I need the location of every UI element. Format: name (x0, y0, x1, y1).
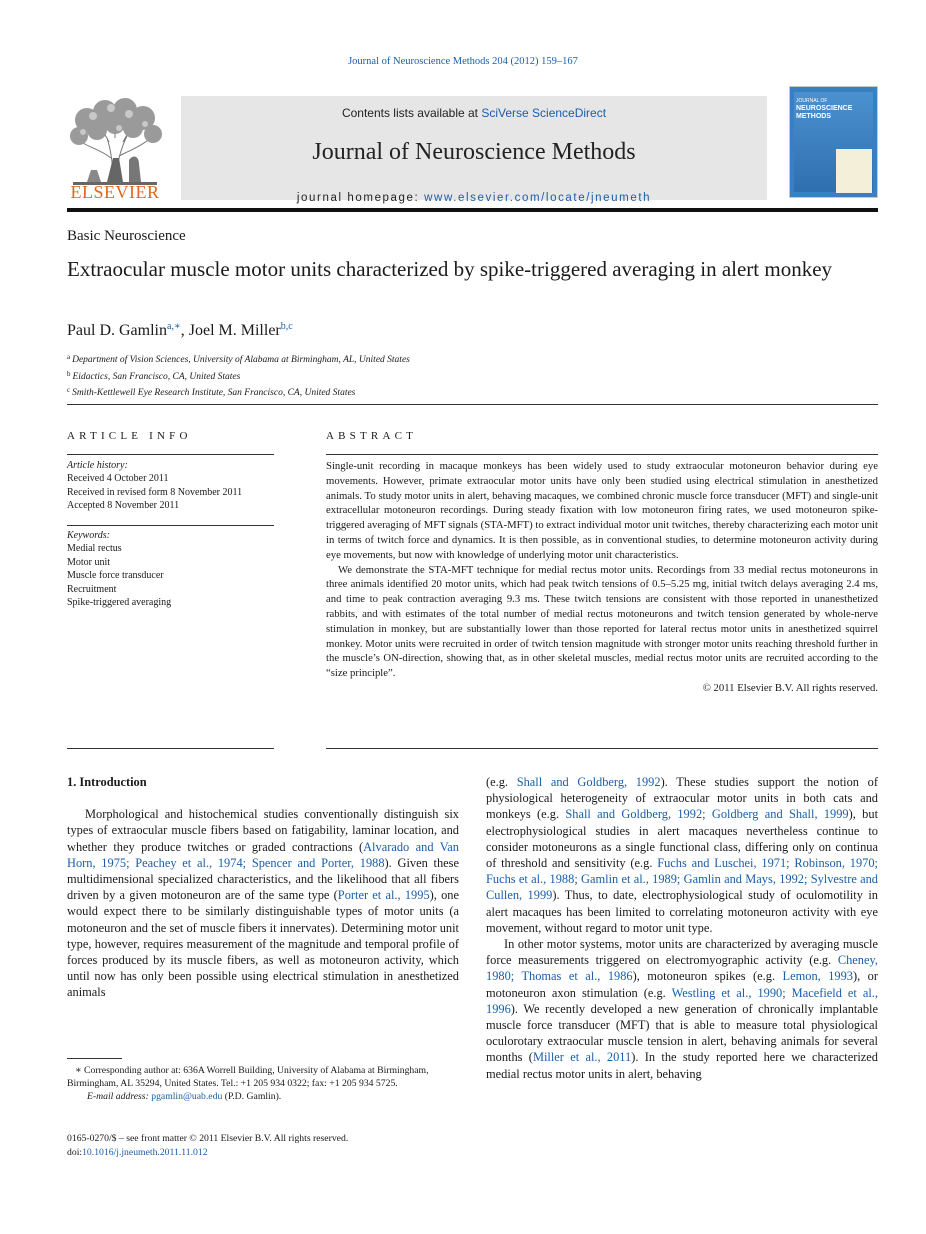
keyword: Medial rectus (67, 543, 122, 555)
issn-line: 0165-0270/$ – see front matter © 2011 Elsevier B.V. All rights reserved. (67, 1133, 349, 1144)
keyword: Motor unit (67, 556, 111, 568)
affiliations (67, 351, 410, 401)
body-text: In other motor systems, motor units are characterized by averaging muscle force measurements triggered on electromyographic activity (e.g. (486, 937, 878, 968)
abstract-body (326, 459, 878, 696)
affiliation: $^a$ Department of Vision Sciences, University of Alabama at Birmingham, AL, United States (67, 353, 410, 365)
body-text: ), or motoneuron axon stimulation (e.g. (486, 969, 878, 1000)
sciencedirect-link[interactable]: SciVerse ScienceDirect (481, 106, 607, 120)
cover-panel (836, 149, 872, 193)
citation-link[interactable]: Porter et al., 1995 (337, 888, 430, 903)
author-affil-sup[interactable]: a,∗ (167, 321, 181, 332)
homepage-link[interactable]: www.elsevier.com/locate/jneumeth (424, 192, 652, 204)
footnote-rule (67, 1058, 122, 1059)
abstract-heading: ABSTRACT (326, 430, 418, 442)
divider (67, 525, 274, 526)
body-paragraph (486, 936, 878, 1082)
author-list: Paul D. Gamlin$^{a,∗}$, Joel M. Miller$^{b,c}$ (67, 321, 293, 339)
email-link[interactable]: pgamlin@uab.edu (151, 1091, 223, 1103)
body-text: ), but electrophysiological studies in alert macaques nevertheless continue to consider motoneurons as a single functional class, differing only on continua of threshold and sensitivity (e.g. (486, 807, 879, 871)
divider (67, 748, 274, 749)
body-text: ). We recently developed a new generation of chronically implantable muscle force transducer (MFT) that is able to measure total physiological oculorotary extraocular muscle tension in alert, behaving animals for several months ( (486, 1001, 878, 1065)
keyword: Spike-triggered averaging (67, 597, 172, 609)
abstract-paragraph: Single-unit recording in macaque monkeys has been widely used to study extraocular motoneuron behavior during eye movements. However, primate extraocular motor units have only been studied using electrical stimulation in anesthetized animals. To study motor units in alert, behaving macaques, we combined chronic muscle force transducer (MFT) and single-unit extracellular motoneuron recordings. During steady fixation with low motoneuron firing rates, we used motoneuron spike-triggered averaging of MFT signals (STA-MFT) to extract individual motor unit twitches, thereby characterizing each motor unit in terms of twitch force and dynamics. It is then possible, as in conventional studies, to determine motoneuron activity during eye movements, but now with knowledge of underlying motor unit characteristics. (326, 460, 878, 561)
journal-reference[interactable]: Journal of Neuroscience Methods 204 (2012) 159–167 (348, 56, 578, 67)
citation-link[interactable]: Fuchs and Luschei, 1971; Robinson, 1970; Fuchs et al., 1988; Gamlin et al., 1989; Gamlin and Mays, 1992; Sylvestre and Cullen, 1999 (486, 856, 878, 903)
journal-header (67, 86, 878, 212)
journal-cover-image[interactable] (789, 86, 878, 198)
body-column-right (486, 774, 878, 1082)
copyright: © 2011 Elsevier B.V. All rights reserved. (702, 681, 878, 694)
divider (326, 748, 878, 749)
article-history: Article history: Received 4 October 2011 Received in revised form 8 November 2011 Accepted 8 November 2011 (67, 459, 274, 513)
history-date: Accepted 8 November 2011 (67, 500, 180, 512)
contents-line: Contents lists available at SciVerse ScienceDirect (341, 106, 607, 120)
citation-link[interactable]: Cheney, 1980; Thomas et al., 1986 (486, 953, 878, 984)
author-affil-sup[interactable]: b,c (280, 321, 293, 332)
section-label: Basic Neuroscience (67, 228, 186, 244)
citation-link[interactable]: Westling et al., 1990; Macefield et al., 1996 (486, 985, 879, 1016)
body-text: ). Thus, to date, electrophysiological study of oculomotility in alert macaques has been limited to correlating motoneuron activity with eye movement, without regard to motor unit type. (486, 888, 878, 935)
header-rule (67, 208, 878, 212)
cover-title: JOURNAL OF NEUROSCIENCE METHODS (796, 98, 853, 120)
journal-banner (181, 96, 767, 204)
elsevier-wordmark[interactable]: ELSEVIER (70, 182, 160, 202)
keyword: Recruitment (67, 583, 117, 595)
front-matter (67, 1132, 348, 1160)
journal-homepage: journal homepage: www.elsevier.com/locate/jneumeth (296, 192, 652, 204)
doi-line: doi:10.1016/j.jneumeth.2011.11.012 (67, 1147, 208, 1158)
email-line: E-mail address: pgamlin@uab.edu (P.D. Gamlin). (87, 1091, 282, 1103)
body-text: Morphological and histochemical studies conventionally distinguish six types of extraocular muscle fibers based on fatigability, laminar location, and whether they produce twitches or graded contractions ( (67, 807, 459, 854)
citation-link[interactable]: Shall and Goldberg, 1992 (516, 775, 661, 789)
doi-link[interactable]: 10.1016/j.jneumeth.2011.11.012 (82, 1147, 208, 1158)
body-text: ). In the study reported here we characterized medial rectus motor units in alert, behaving (486, 1050, 878, 1081)
body-paragraph (67, 806, 459, 1000)
history-date: Received 4 October 2011 (67, 473, 169, 485)
body-text: ), one would expect there to be similarly distinguishable types of motor units (a motoneuron and the set of muscle fibers it innervates). Determining motor unit type, however, requires measurement of the magnitude and temporal profile of forces produced by its muscle fibers, as well as motoneuron activity, which until now has only been possible using electrical stimulation in anesthetized animals (67, 888, 459, 1000)
divider (67, 404, 878, 405)
keywords: Keywords: Medial rectus Motor unit Muscle force transducer Recruitment Spike-triggered averaging (67, 529, 274, 609)
author-name: Joel M. Miller (188, 322, 281, 339)
body-column-left (67, 774, 459, 1001)
journal-title: Journal of Neuroscience Methods (312, 139, 636, 165)
citation-link[interactable]: Lemon, 1993 (782, 969, 853, 984)
citation-link[interactable]: Alvarado and Van Horn, 1975; Peachey et al., 1974; Spencer and Porter, 1988 (67, 839, 459, 870)
history-date: Received in revised form 8 November 2011 (67, 486, 243, 498)
citation-link[interactable]: Shall and Goldberg, 1992; Goldberg and Shall, 1999 (565, 807, 849, 822)
abstract-paragraph: We demonstrate the STA-MFT technique for medial rectus motor units. Recordings from 33 medial rectus motoneurons in three animals identified 20 motor units, which had peak twitch tensions of 0.5–5.25 mg, initial twitch delays averaging 2.4 ms, and time to peak contraction averaging 9.3 ms. These twitch tensions are consistent with those reported in unanesthetized rabbits, and with estimates of the total number of medial rectus motoneurons and twitch tension generated by whole-nerve stimulation in monkey, but are substantially lower than those reported for lateral rectus motor units in anesthetized squirrel monkey. Motor units were recruited in order of twitch tension magnitude with stronger motor units reaching threshold further in the muscle’s ON-direction, showing that, as in other skeletal muscles, medial rectus motor units are recruited according to the “size principle”. (326, 563, 878, 680)
divider (67, 454, 274, 455)
body-text: ). Given these multidimensional specialized characteristics, and the likelihood that all fibers driven by a given motoneuron are of the same type ( (67, 855, 459, 903)
section-heading: 1. Introduction (67, 775, 147, 789)
corresponding-author: ∗ Corresponding author at: 636A Worrell Building, University of Alabama at Birmingham, Birmingham, AL 35294, United States. Tel.: +1 205 934 0322; fax: +1 205 934 5725. (67, 1065, 429, 1090)
body-text: ), motoneuron spikes (e.g. (632, 969, 783, 984)
citation-link[interactable]: Miller et al., 2011 (532, 1050, 632, 1065)
body-paragraph (486, 774, 878, 936)
body-text: ). These studies support the notion of physiological heterogeneity of extraocular motor units in both cats and monkeys (e.g. (486, 775, 878, 822)
affiliation: $^c$ Smith-Kettlewell Eye Research Institute, San Francisco, CA, United States (67, 386, 356, 398)
body-text: (e.g. (486, 775, 517, 789)
article-info-heading: ARTICLE INFO (67, 430, 192, 442)
affiliation: $^b$ Eidactics, San Francisco, CA, United States (67, 369, 241, 382)
article-title: Extraocular muscle motor units characterized by spike-triggered averaging in alert monkey (67, 257, 833, 281)
keyword: Muscle force transducer (67, 570, 164, 582)
author-name: Paul D. Gamlin (67, 322, 167, 339)
divider (326, 454, 878, 455)
footnote (67, 1064, 459, 1104)
